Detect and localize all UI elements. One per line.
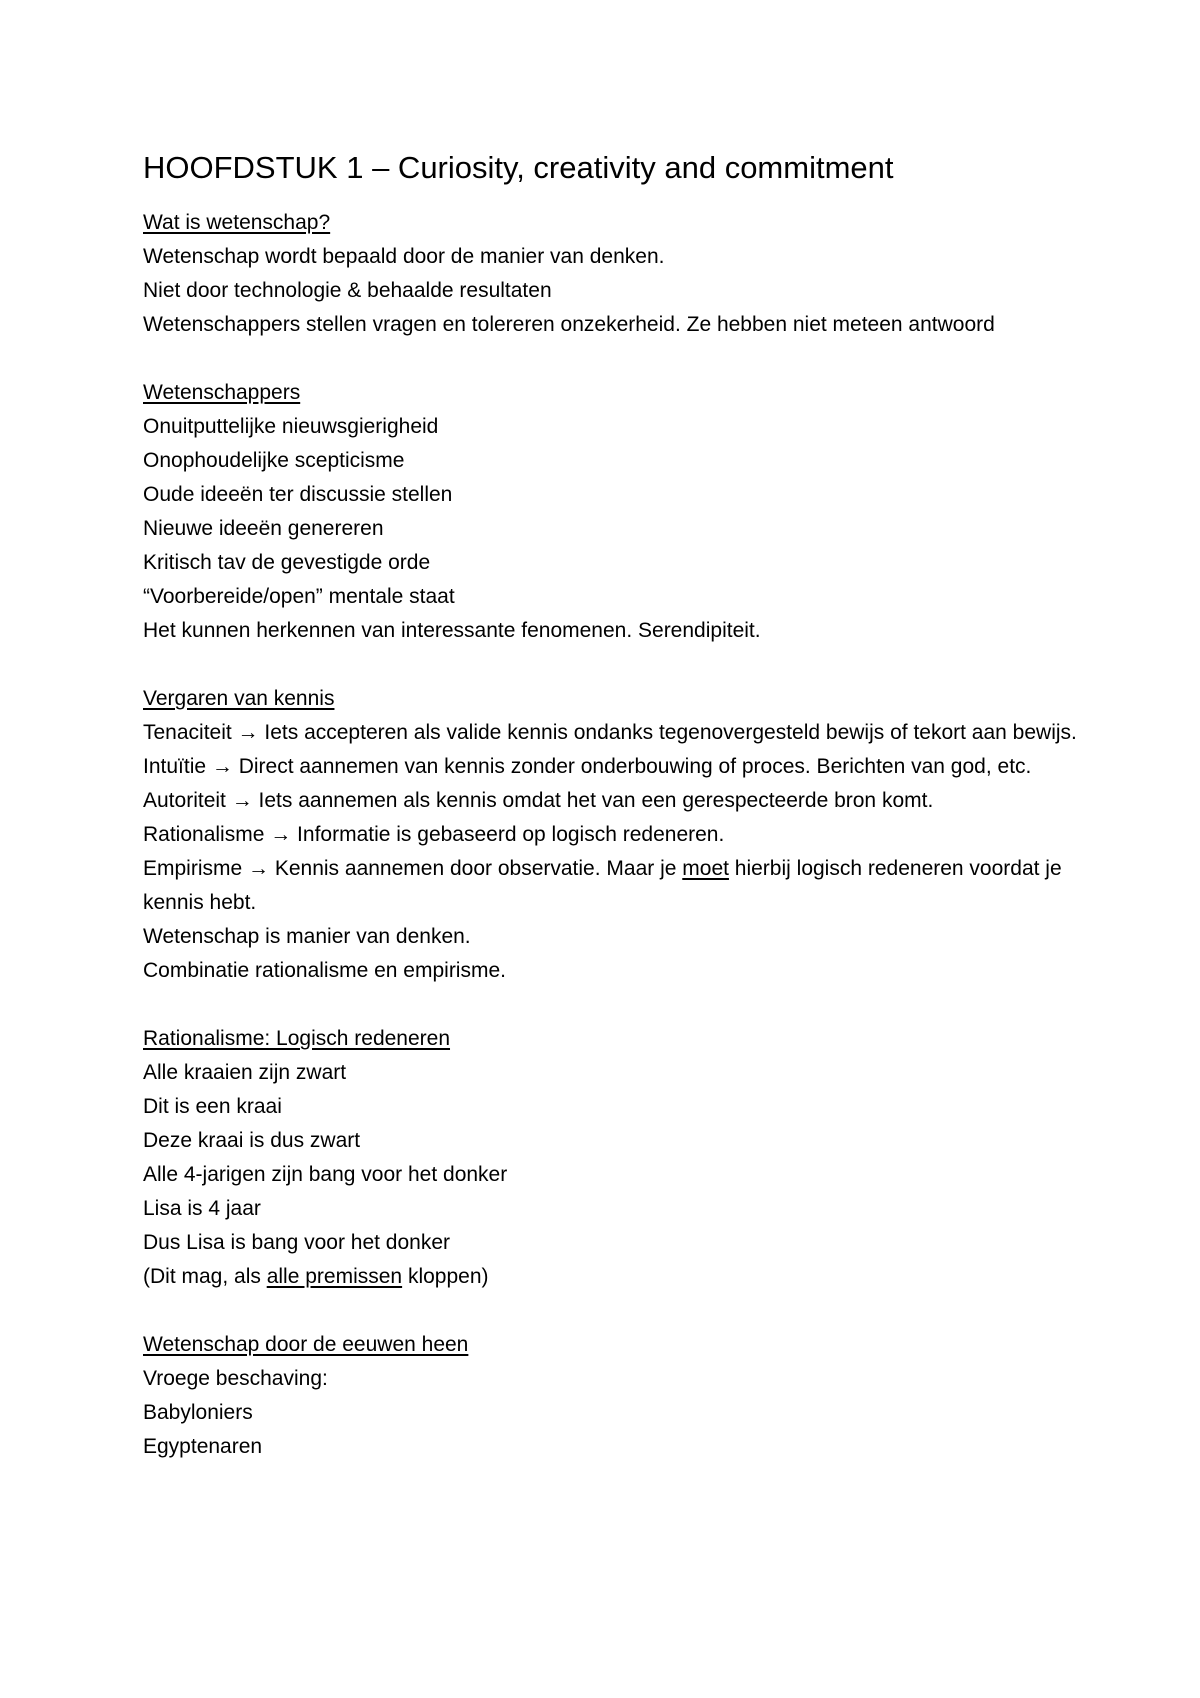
page-title: HOOFDSTUK 1 – Curiosity, creativity and commitment	[143, 150, 894, 185]
text-line-intuitie: Intuïtie → Direct aannemen van kennis zonder onderbouwing of proces. Berichten van god, etc.	[143, 755, 1032, 778]
text-line-premissen	[143, 1260, 1083, 1294]
text-line: Egyptenaren	[143, 1435, 263, 1458]
text-line: Alle 4-jarigen zijn bang voor het donker	[143, 1163, 508, 1186]
text-line: Combinatie rationalisme en empirisme.	[143, 959, 506, 982]
text-line-rationalisme: Rationalisme → Informatie is gebaseerd op logisch redeneren.	[143, 823, 725, 846]
text-line: Alle kraaien zijn zwart	[143, 1061, 347, 1084]
text-line: Dus Lisa is bang voor het donker	[143, 1231, 451, 1254]
text-line: Dit is een kraai	[143, 1095, 282, 1118]
text-run: (Dit mag, als	[143, 1265, 267, 1288]
section-heading: Wetenschap door de eeuwen heen	[143, 1333, 469, 1356]
section-heading: Wat is wetenschap?	[143, 211, 331, 234]
text-line: Wetenschap wordt bepaald door de manier van denken.	[143, 245, 665, 268]
text-line: Vroege beschaving:	[143, 1367, 328, 1390]
section-rationalisme	[143, 1022, 1083, 1294]
section-heading: Wetenschappers	[143, 381, 301, 404]
text-line-tenaciteit: Tenaciteit → Iets accepteren als valide kennis ondanks tegenovergesteld bewijs of tekort aan bewijs.	[143, 721, 1077, 744]
section-wetenschap-door-de-eeuwen	[143, 1328, 1083, 1464]
text-line: Niet door technologie & behaalde resultaten	[143, 279, 552, 302]
text-line: Lisa is 4 jaar	[143, 1197, 261, 1220]
text-run: hierbij logisch redeneren voordat je kennis hebt.	[143, 857, 1062, 914]
text-line: Kritisch tav de gevestigde orde	[143, 551, 431, 574]
text-run: Empirisme → Kennis aannemen door observatie. Maar je	[143, 857, 683, 880]
text-line: “Voorbereide/open” mentale staat	[143, 585, 455, 608]
section-vergaren-van-kennis	[143, 682, 1083, 988]
text-line: Deze kraai is dus zwart	[143, 1129, 361, 1152]
text-line: Onuitputtelijke nieuwsgierigheid	[143, 415, 439, 438]
text-line: Onophoudelijke scepticisme	[143, 449, 405, 472]
text-line: Oude ideeën ter discussie stellen	[143, 483, 453, 506]
section-heading: Rationalisme: Logisch redeneren	[143, 1027, 451, 1050]
text-line: Het kunnen herkennen van interessante fenomenen. Serendipiteit.	[143, 619, 761, 642]
section-heading: Vergaren van kennis	[143, 687, 335, 710]
section-wat-is-wetenschap	[143, 206, 1083, 342]
text-run: kloppen)	[402, 1265, 489, 1288]
section-wetenschappers	[143, 376, 1083, 648]
text-line: Babyloniers	[143, 1401, 253, 1424]
text-line: Wetenschap is manier van denken.	[143, 925, 471, 948]
underlined-word: moet	[682, 857, 729, 880]
underlined-phrase: alle premissen	[266, 1265, 403, 1288]
text-line: Nieuwe ideeën genereren	[143, 517, 384, 540]
text-line: Wetenschappers stellen vragen en tolereren onzekerheid. Ze hebben niet meteen antwoord	[143, 313, 995, 336]
text-line-autoriteit: Autoriteit → Iets aannemen als kennis omdat het van een gerespecteerde bron komt.	[143, 789, 934, 812]
document-page	[143, 146, 1083, 1498]
text-line-empirisme	[143, 852, 1083, 920]
